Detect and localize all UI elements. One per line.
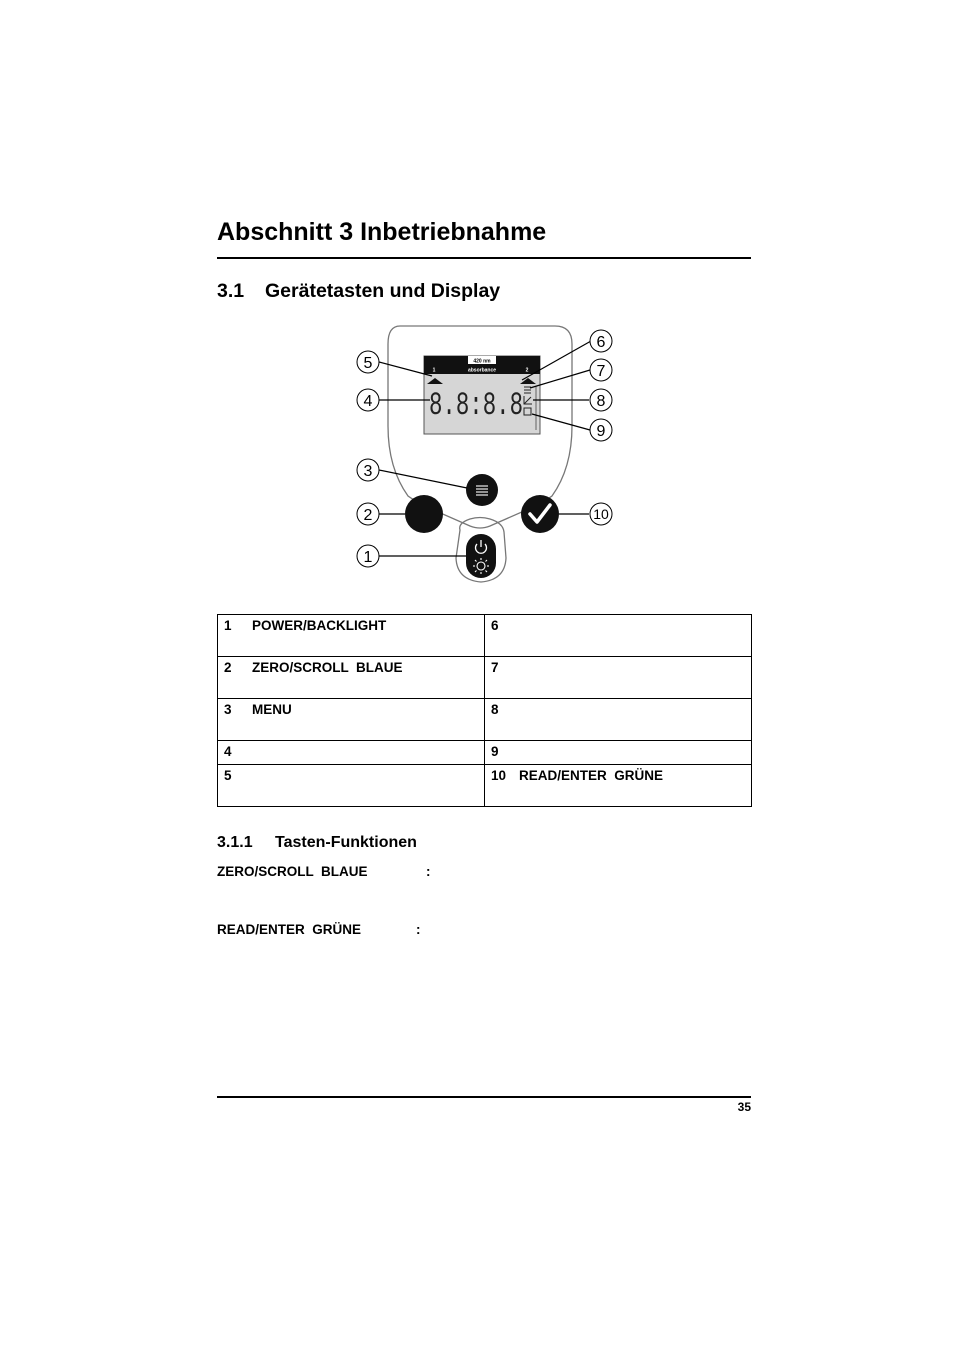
- callout-1: [357, 545, 379, 567]
- item-number: 4: [224, 744, 232, 759]
- svg-text:6: 6: [596, 334, 606, 351]
- display-indicator-2: 2: [525, 367, 529, 374]
- table-cell: [485, 615, 752, 657]
- item-number: 10: [491, 768, 507, 783]
- callout-10: [590, 503, 612, 525]
- item-number: 3: [224, 702, 232, 717]
- table-row: [218, 657, 752, 699]
- item-number: 2: [224, 660, 232, 675]
- function-read-enter-colon: :: [416, 922, 421, 937]
- item-label: READ/ENTER GRÜNE: [519, 768, 664, 783]
- subsection-heading: [217, 834, 417, 852]
- function-read-enter-label: READ/ENTER GRÜNE: [217, 922, 362, 937]
- table-cell: [485, 699, 752, 741]
- callout-2: [357, 503, 379, 525]
- callout-9: [590, 419, 612, 441]
- callout-6: [590, 330, 612, 352]
- svg-text:1: 1: [363, 549, 373, 566]
- chapter-rule: [217, 257, 751, 259]
- item-label: ZERO/SCROLL BLAUE: [252, 660, 403, 675]
- item-number: 5: [224, 768, 232, 783]
- lcd-display: [424, 356, 540, 434]
- svg-text:5: 5: [363, 355, 373, 372]
- table-cell: [485, 657, 752, 699]
- item-number: 1: [224, 618, 232, 633]
- display-digits: 8.8:8.8: [429, 387, 523, 424]
- callout-7: [590, 359, 612, 381]
- callout-5: [357, 351, 379, 373]
- table-cell: [218, 615, 485, 657]
- table-cell: [218, 699, 485, 741]
- footer-rule: [217, 1096, 751, 1098]
- table-cell: [485, 741, 752, 765]
- power-backlight-key[interactable]: [466, 534, 496, 578]
- table-cell: [218, 657, 485, 699]
- svg-text:4: 4: [363, 393, 373, 410]
- menu-key[interactable]: [466, 474, 498, 506]
- svg-text:10: 10: [593, 506, 609, 522]
- item-label: MENU: [252, 702, 292, 717]
- page-number: 35: [737, 1100, 751, 1114]
- subsection-number: 3.1.1: [217, 834, 253, 851]
- table-row: [218, 765, 752, 807]
- svg-text:3: 3: [363, 463, 373, 480]
- table-row: [218, 615, 752, 657]
- table-row: [218, 699, 752, 741]
- function-zero-scroll-colon: :: [426, 864, 431, 879]
- function-zero-scroll-label: ZERO/SCROLL BLAUE: [217, 864, 368, 879]
- display-indicator-1: 1: [432, 367, 436, 374]
- table-cell: [218, 741, 485, 765]
- item-number: 8: [491, 702, 499, 717]
- read-enter-key[interactable]: [521, 495, 559, 533]
- section-heading: [217, 280, 500, 303]
- item-number: 7: [491, 660, 499, 675]
- svg-text:2: 2: [363, 507, 373, 524]
- display-wavelength: 420 nm: [473, 358, 491, 365]
- item-number: 6: [491, 618, 499, 633]
- callout-4: [357, 389, 379, 411]
- svg-text:7: 7: [596, 363, 606, 380]
- chapter-title: Abschnitt 3 Inbetriebnahme: [217, 218, 547, 246]
- item-label: POWER/BACKLIGHT: [252, 618, 387, 633]
- key-table: [217, 614, 752, 807]
- svg-text:9: 9: [596, 423, 606, 440]
- section-title: Gerätetasten und Display: [265, 280, 501, 302]
- table-cell: [218, 765, 485, 807]
- section-number: 3.1: [217, 280, 245, 302]
- device-figure: [340, 318, 620, 590]
- svg-text:8: 8: [596, 393, 606, 410]
- table-row: [218, 741, 752, 765]
- subsection-title: Tasten-Funktionen: [275, 834, 417, 851]
- callout-8: [590, 389, 612, 411]
- item-number: 9: [491, 744, 499, 759]
- display-mode: absorbance: [467, 367, 497, 374]
- callout-3: [357, 459, 379, 481]
- table-cell: [485, 765, 752, 807]
